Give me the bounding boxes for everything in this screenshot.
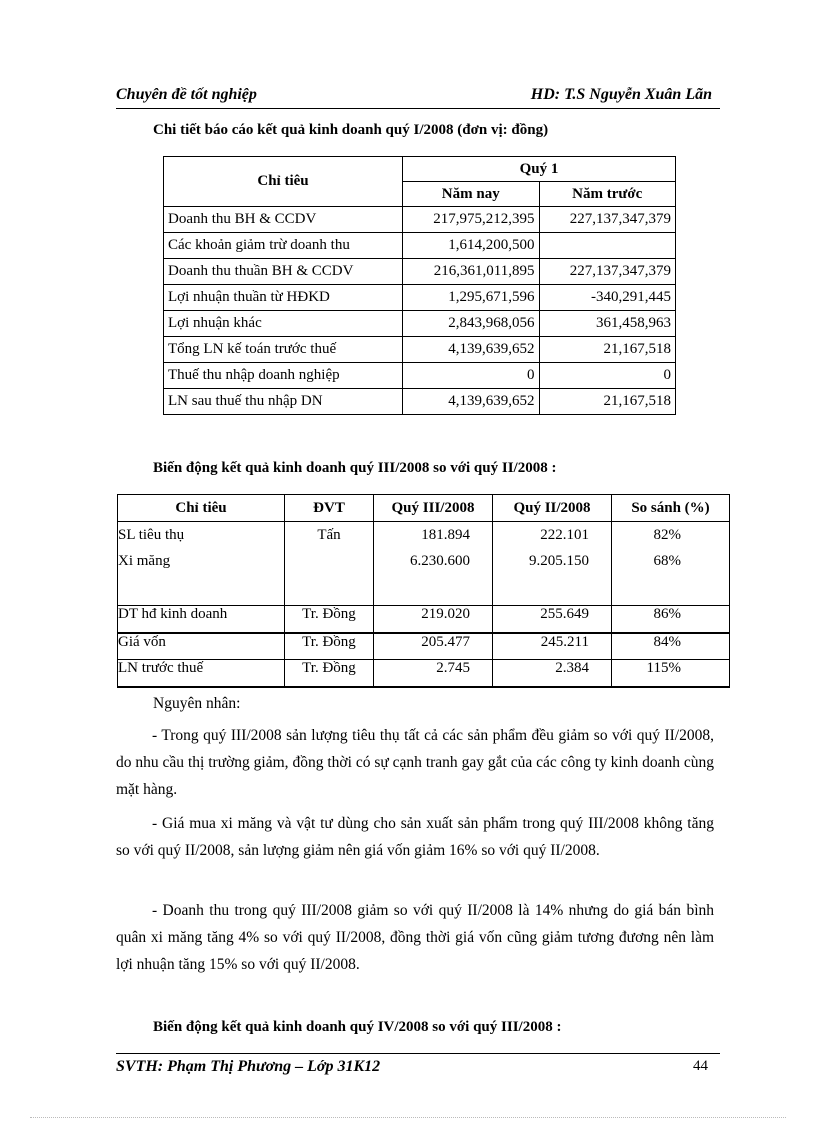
table-row [164,363,676,389]
q2-line-2: 9.205.150 [529,553,589,569]
row-label: Lợi nhuận thuần từ HĐKD [164,285,403,311]
label-line-1: SL tiêu thụ [118,527,185,543]
col-indicator: Chỉ tiêu [118,495,285,522]
q1-report-table [163,156,676,415]
page-footer [116,1053,720,1080]
q3-value [374,522,493,606]
row-label: DT hđ kinh doanh [118,606,285,633]
unit-value: Tr. Đồng [285,606,374,633]
row-label [118,522,285,606]
unit-text: Tấn [317,527,341,543]
row-label: Thuế thu nhập doanh nghiệp [164,363,403,389]
last-year-value: 227,137,347,379 [539,207,676,233]
row-label: Doanh thu BH & CCDV [164,207,403,233]
this-year-value: 4,139,639,652 [403,337,540,363]
row-label: LN sau thuế thu nhập DN [164,389,403,415]
last-year-value [539,233,676,259]
row-label: Doanh thu thuần BH & CCDV [164,259,403,285]
q3-line-1: 181.894 [421,527,470,543]
this-year-value: 1,295,671,596 [403,285,540,311]
this-year-value: 2,843,968,056 [403,311,540,337]
compare-value: 84% [612,633,730,660]
col-this-year: Năm nay [403,182,540,207]
unit-value: Tr. Đồng [285,660,374,687]
col-quarter: Quý 1 [403,157,676,182]
table-row [164,285,676,311]
table-row [118,660,730,687]
table-row [118,633,730,660]
this-year-value: 217,975,212,395 [403,207,540,233]
header-right: HD: T.S Nguyễn Xuân Lãn [530,86,712,103]
cmp-line-2: 68% [653,553,681,569]
last-year-value: 21,167,518 [539,389,676,415]
q3-value: 219.020 [374,606,493,633]
table-row [164,207,676,233]
section3-title: Biến động kết quả kinh doanh quý IV/2008 so với quý III/2008 : [153,1019,562,1035]
table-row [118,606,730,633]
col-unit: ĐVT [285,495,374,522]
reason-paragraph-3 [116,897,714,978]
label-line-2: Xi măng [118,553,171,569]
row-label: Các khoản giảm trừ doanh thu [164,233,403,259]
col-q3: Quý III/2008 [374,495,493,522]
section1-title: Chi tiết báo cáo kết quả kinh doanh quý I/2008 (đơn vị: đồng) [153,122,549,138]
last-year-value: -340,291,445 [539,285,676,311]
footer-author: SVTH: Phạm Thị Phương – Lớp 31K12 [116,1058,381,1075]
q3-value: 2.745 [374,660,493,687]
table-row [164,337,676,363]
unit-value: Tr. Đồng [285,633,374,660]
compare-value: 86% [612,606,730,633]
page-header [116,86,720,109]
header-left: Chuyên đề tốt nghiệp [116,86,257,103]
this-year-value: 216,361,011,895 [403,259,540,285]
last-year-value: 361,458,963 [539,311,676,337]
row-label: Tổng LN kế toán trước thuế [164,337,403,363]
unit-value [285,522,374,606]
this-year-value: 0 [403,363,540,389]
compare-value [612,522,730,606]
page-bottom-divider [30,1117,786,1118]
last-year-value: 227,137,347,379 [539,259,676,285]
cmp-line-1: 82% [653,527,681,543]
q2-value: 255.649 [493,606,612,633]
reasons-heading: Nguyên nhân: [153,695,241,712]
col-q2: Quý II/2008 [493,495,612,522]
table-row [118,522,730,606]
row-label: Giá vốn [118,633,285,660]
col-compare: So sánh (%) [612,495,730,522]
last-year-value: 0 [539,363,676,389]
reason-paragraph-2 [116,810,714,864]
q2-value: 245.211 [493,633,612,660]
row-label: LN trước thuế [118,660,285,687]
q2-line-1: 222.101 [540,527,589,543]
q3-line-2: 6.230.600 [410,553,470,569]
q3-value: 205.477 [374,633,493,660]
reason-text-1: - Trong quý III/2008 sản lượng tiêu thụ tất cả các sản phẩm đều giảm so với quý II/2008, do nhu cầu thị trường giảm, đồng thời có sự cạnh tranh gay gắt của các công ty kinh doanh cùng mặt hàng. [116,727,714,798]
q2-value: 2.384 [493,660,612,687]
row-label: Lợi nhuận khác [164,311,403,337]
col-indicator: Chỉ tiêu [164,157,403,207]
section2-title: Biến động kết quả kinh doanh quý III/2008 so với quý II/2008 : [153,460,557,476]
compare-value: 115% [612,660,730,687]
reason-paragraph-1 [116,722,714,803]
reason-text-2: - Giá mua xi măng và vật tư dùng cho sản xuất sản phẩm trong quý III/2008 không tăng so với quý II/2008, sản lượng giảm nên giá vốn giảm 16% so với quý II/2008. [116,815,714,859]
page-number: 44 [693,1058,708,1074]
this-year-value: 1,614,200,500 [403,233,540,259]
reason-text-3: - Doanh thu trong quý III/2008 giảm so với quý II/2008 là 14% nhưng do giá bán bình quân xi măng tăng 4% so với quý II/2008, đồng thời giá vốn cũng giảm tương đương nên làm lợi nhuận tăng 15% so với quý II/2008. [116,902,714,973]
table-row [164,389,676,415]
table-row [164,259,676,285]
last-year-value: 21,167,518 [539,337,676,363]
q3-vs-q2-table [117,494,730,688]
table-row [164,311,676,337]
this-year-value: 4,139,639,652 [403,389,540,415]
q2-value [493,522,612,606]
table-row [164,233,676,259]
col-last-year: Năm trước [539,182,676,207]
